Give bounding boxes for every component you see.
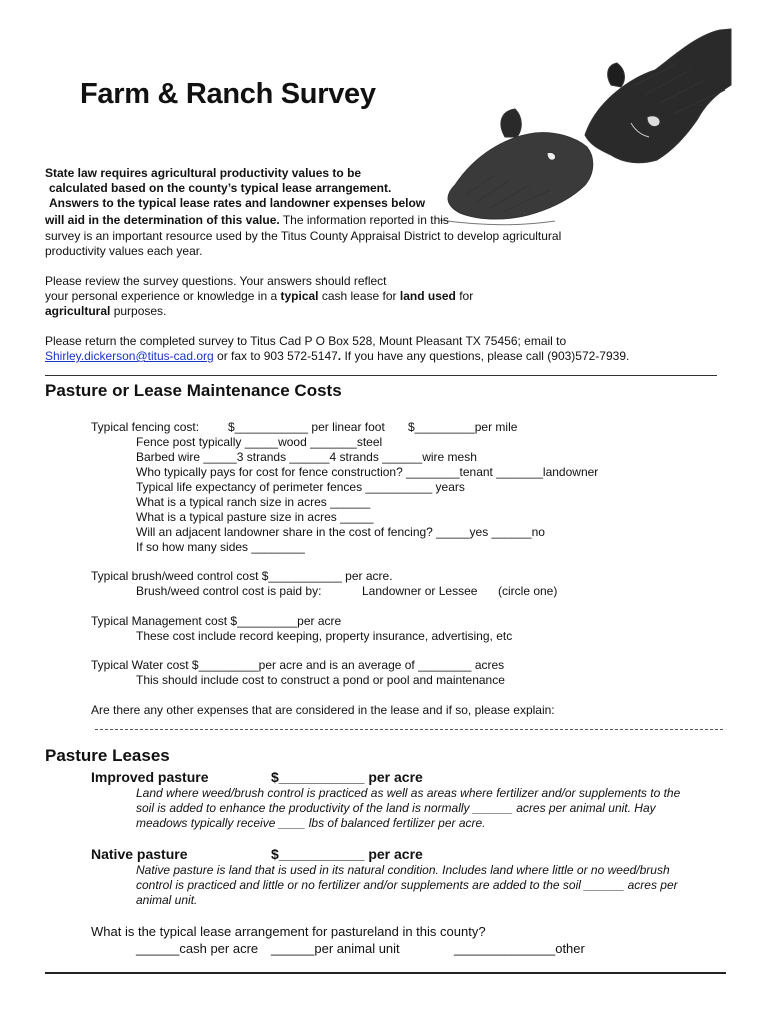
other-expenses-question: Are there any other expenses that are considered in the lease and if so, please explain: <box>91 703 555 717</box>
maintenance-heading: Pasture or Lease Maintenance Costs <box>45 381 342 400</box>
native-pasture-price-field[interactable]: $___________ per acre <box>271 846 423 862</box>
intro-line-3: Answers to the typical lease rates and landowner expenses below <box>49 196 426 210</box>
native-desc-1: Native pasture is land that is used in its natural condition. Includes land where little or no weed/brush <box>136 863 670 877</box>
intro-line-4-rest: The information reported in this <box>279 213 449 227</box>
intro-line-6: productivity values each year. <box>45 244 203 258</box>
water-cost-field[interactable]: Typical Water cost $_________per acre and is an average of ________ acres <box>91 658 505 672</box>
ranch-size-field[interactable]: What is a typical ranch size in acres ______ <box>136 495 371 509</box>
pasture-size-field[interactable]: What is a typical pasture size in acres _____ <box>136 510 374 524</box>
fencing-linear-field[interactable]: $___________ per linear foot <box>228 420 385 434</box>
intro-line-1: State law requires agricultural productivity values to be <box>45 166 362 180</box>
improved-desc-1: Land where weed/brush control is practiced as well as areas where fertilizer and/or supplements to the <box>136 786 681 800</box>
review-bold-typical: typical <box>280 289 319 303</box>
native-desc-2: control is practiced and little or no fertilizer and/or supplements are added to the soil ______ acres per <box>136 878 678 892</box>
fencing-mile-field[interactable]: $_________per mile <box>408 420 518 434</box>
native-pasture-label: Native pasture <box>91 846 188 862</box>
fax-period: . <box>337 349 342 363</box>
management-cost-field[interactable]: Typical Management cost $_________per acre <box>91 614 342 628</box>
review-bold-land-used: land used <box>399 289 456 303</box>
other-option[interactable]: ______________other <box>454 941 585 956</box>
management-note: These cost include record keeping, property insurance, advertising, etc <box>136 629 513 643</box>
review-text-d: for <box>455 289 474 303</box>
review-line-1: Please review the survey questions. Your answers should reflect <box>45 274 387 288</box>
return-line-1: Please return the completed survey to Titus Cad P O Box 528, Mount Pleasant TX 75456; email to <box>45 334 567 348</box>
review-bold-agricultural: agricultural <box>45 304 111 318</box>
brush-paid-by-label: Brush/weed control cost is paid by: <box>136 584 322 598</box>
cash-per-acre-option[interactable]: ______cash per acre <box>136 941 259 956</box>
intro-line-2: calculated based on the county’s typical lease arrangement. <box>49 181 392 195</box>
circle-one-note: (circle one) <box>498 584 558 598</box>
review-text-a: your personal experience or knowledge in a <box>45 289 281 303</box>
fence-post-field[interactable]: Fence post typically _____wood _______steel <box>136 435 383 449</box>
water-note: This should include cost to construct a pond or pool and maintenance <box>136 673 505 687</box>
leases-heading: Pasture Leases <box>45 746 170 765</box>
improved-desc-3: meadows typically receive ____ lbs of balanced fertilizer per acre. <box>136 816 486 830</box>
improved-pasture-price-field[interactable]: $___________ per acre <box>271 769 423 785</box>
intro-line-4 <box>45 213 449 228</box>
lease-arrangement-question: What is the typical lease arrangement for pastureland in this county? <box>91 924 486 939</box>
fax-text: or fax to 903 572-5147 <box>213 349 338 363</box>
intro-line-4-bold: will aid in the determination of this value. <box>45 213 280 227</box>
return-line-2 <box>45 349 629 364</box>
improved-pasture-label: Improved pasture <box>91 769 209 785</box>
review-line-3 <box>45 304 166 319</box>
fencing-label: Typical fencing cost: <box>91 420 200 434</box>
native-desc-3: animal unit. <box>136 893 198 907</box>
section-divider-top <box>45 375 717 376</box>
cow-and-calf-illustration <box>435 25 735 235</box>
barbed-wire-field[interactable]: Barbed wire _____3 strands ______4 strands ______wire mesh <box>136 450 477 464</box>
phone-text: If you have any questions, please call (903)572-7939. <box>341 349 630 363</box>
section-divider-bottom <box>45 972 726 974</box>
brush-cost-field[interactable]: Typical brush/weed control cost $___________ per acre. <box>91 569 393 583</box>
per-animal-unit-option[interactable]: ______per animal unit <box>271 941 400 956</box>
review-text-purposes: purposes. <box>110 304 167 318</box>
brush-paid-by-options[interactable]: Landowner or Lessee <box>362 584 478 598</box>
other-expenses-answer-line[interactable] <box>95 729 723 730</box>
fence-life-field[interactable]: Typical life expectancy of perimeter fences __________ years <box>136 480 465 494</box>
intro-line-5: survey is an important resource used by the Titus County Appraisal District to develop agricultural <box>45 229 562 243</box>
review-text-c: cash lease for <box>318 289 400 303</box>
email-link[interactable]: Shirley.dickerson@titus-cad.org <box>45 349 214 363</box>
improved-desc-2: soil is added to enhance the productivity of the land is normally ______ acres per animal unit. Hay <box>136 801 656 815</box>
sides-field[interactable]: If so how many sides ________ <box>136 540 305 554</box>
cost-share-field[interactable]: Will an adjacent landowner share in the cost of fencing? _____yes ______no <box>136 525 545 539</box>
review-line-2 <box>45 289 473 304</box>
who-pays-field[interactable]: Who typically pays for cost for fence construction? ________tenant _______landowner <box>136 465 599 479</box>
page-title: Farm & Ranch Survey <box>80 78 376 110</box>
